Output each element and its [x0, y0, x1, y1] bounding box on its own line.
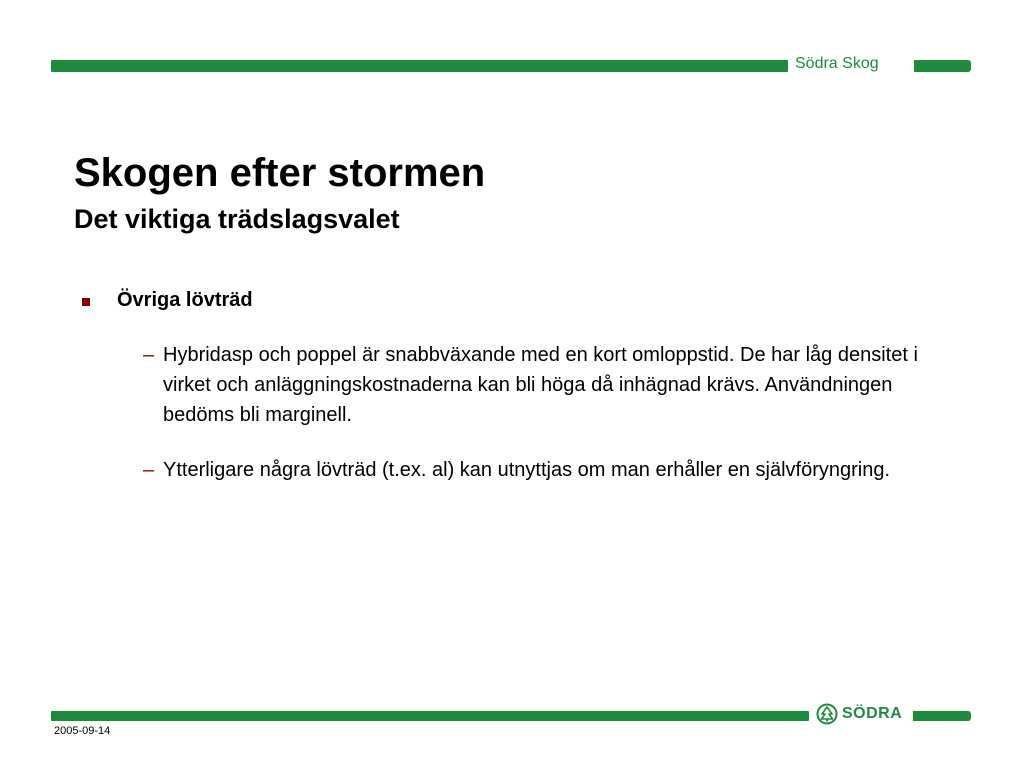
sub-bullet-2: Ytterligare några lövträd (t.ex. al) kan utnyttjas om man erhåller en självföryngring. — [163, 459, 891, 481]
dash-marker-2: – — [143, 459, 155, 481]
slide-date: 2005-09-14 — [54, 725, 111, 737]
top-divider-bar-end — [914, 60, 971, 72]
bottom-divider-bar — [51, 711, 809, 721]
slide-title: Skogen efter stormen — [74, 151, 486, 195]
dash-marker-1: – — [143, 344, 155, 366]
header-brand: Södra Skog — [795, 55, 879, 72]
top-divider-bar — [51, 60, 788, 72]
logo-text: SÖDRA — [842, 705, 903, 722]
sub-bullet-1: Hybridasp och poppel är snabbväxande med en kort omloppstid. De har låg densitet i virket och anläggningskostnaderna kan bli höga då inhägnad krävs. Användningen bedöms bli marginell. — [163, 344, 918, 426]
bullet-heading: Övriga lövträd — [117, 289, 253, 311]
bottom-divider-bar-end — [913, 711, 971, 721]
square-bullet-icon — [82, 298, 90, 306]
slide-subtitle: Det viktiga trädslagsvalet — [74, 204, 400, 234]
sodra-tree-logo-icon — [816, 703, 838, 725]
sodra-logo — [816, 703, 902, 725]
